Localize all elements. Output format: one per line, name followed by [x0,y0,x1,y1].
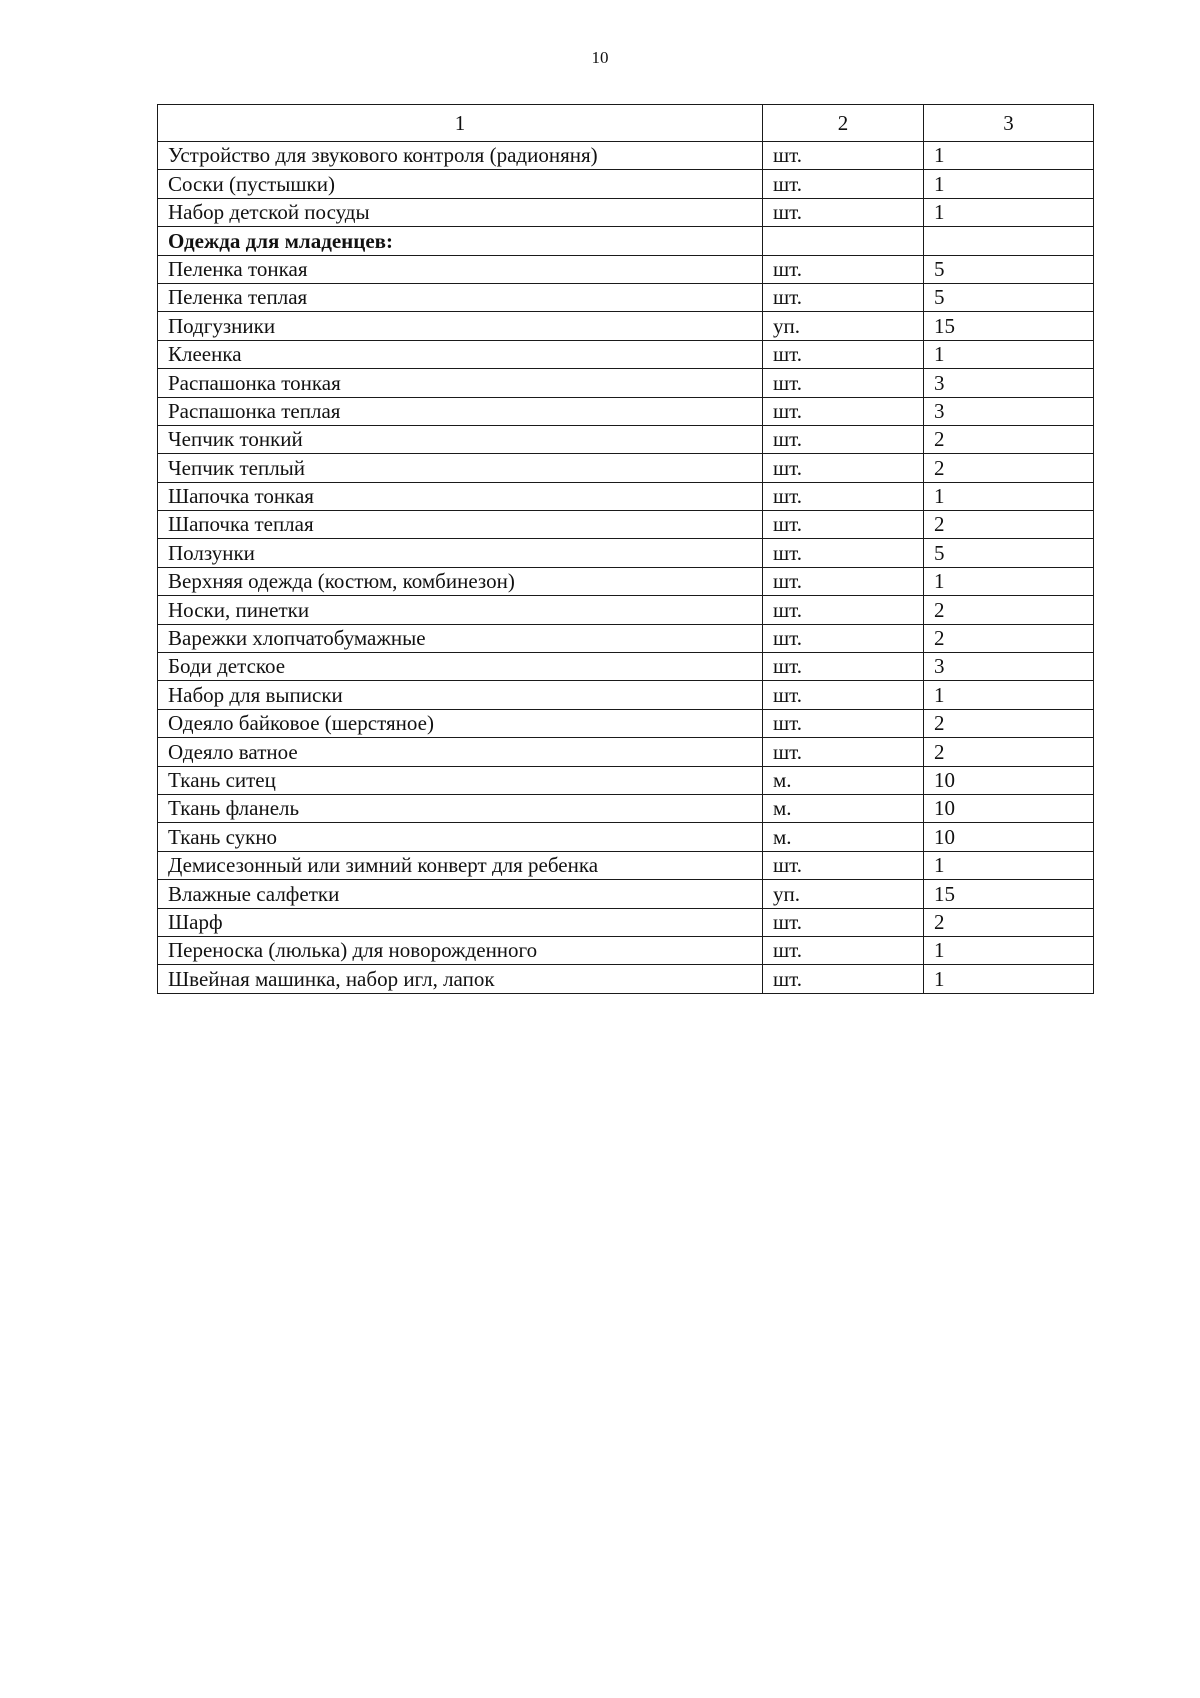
quantity-cell: 1 [924,482,1094,510]
section-row [158,227,1094,255]
quantity-cell: 1 [924,142,1094,170]
unit-cell: м. [763,766,924,794]
unit-cell: шт. [763,255,924,283]
header-col-3: 3 [924,105,1094,142]
quantity-cell: 1 [924,681,1094,709]
unit-cell: м. [763,794,924,822]
quantity-cell: 2 [924,738,1094,766]
quantity-cell [924,227,1094,255]
table-row [158,198,1094,226]
item-name-cell: Одежда для младенцев: [158,227,763,255]
item-name-cell: Верхняя одежда (костюм, комбинезон) [158,567,763,595]
item-name-cell: Влажные салфетки [158,880,763,908]
table-row [158,255,1094,283]
item-name-cell: Чепчик теплый [158,454,763,482]
table-row [158,936,1094,964]
table-row [158,567,1094,595]
unit-cell: шт. [763,738,924,766]
item-name-cell: Варежки хлопчатобумажные [158,624,763,652]
unit-cell: шт. [763,511,924,539]
table-row [158,681,1094,709]
table-row [158,596,1094,624]
quantity-cell: 1 [924,936,1094,964]
quantity-cell: 10 [924,794,1094,822]
unit-cell: шт. [763,851,924,879]
unit-cell: м. [763,823,924,851]
unit-cell: шт. [763,567,924,595]
item-name-cell: Ползунки [158,539,763,567]
item-name-cell: Набор для выписки [158,681,763,709]
unit-cell: шт. [763,454,924,482]
unit-cell [763,227,924,255]
unit-cell: шт. [763,936,924,964]
item-name-cell: Боди детское [158,653,763,681]
table-row [158,142,1094,170]
quantity-cell: 2 [924,511,1094,539]
unit-cell: шт. [763,198,924,226]
unit-cell: шт. [763,653,924,681]
table-row [158,965,1094,993]
table-header [158,105,1094,142]
quantity-cell: 15 [924,312,1094,340]
unit-cell: шт. [763,425,924,453]
table-row [158,539,1094,567]
quantity-cell: 5 [924,255,1094,283]
table-row [158,425,1094,453]
item-name-cell: Ткань сукно [158,823,763,851]
quantity-cell: 1 [924,340,1094,368]
item-name-cell: Носки, пинетки [158,596,763,624]
unit-cell: уп. [763,880,924,908]
unit-cell: уп. [763,312,924,340]
item-name-cell: Распашонка тонкая [158,369,763,397]
items-table [157,104,1094,994]
table-row [158,624,1094,652]
item-name-cell: Переноска (люлька) для новорожденного [158,936,763,964]
quantity-cell: 2 [924,624,1094,652]
unit-cell: шт. [763,482,924,510]
table-row [158,823,1094,851]
quantity-cell: 1 [924,198,1094,226]
quantity-cell: 15 [924,880,1094,908]
item-name-cell: Одеяло ватное [158,738,763,766]
quantity-cell: 2 [924,908,1094,936]
item-name-cell: Соски (пустышки) [158,170,763,198]
unit-cell: шт. [763,397,924,425]
unit-cell: шт. [763,709,924,737]
quantity-cell: 10 [924,766,1094,794]
quantity-cell: 5 [924,283,1094,311]
unit-cell: шт. [763,369,924,397]
table-row [158,653,1094,681]
unit-cell: шт. [763,340,924,368]
quantity-cell: 2 [924,596,1094,624]
table-row [158,851,1094,879]
item-name-cell: Швейная машинка, набор игл, лапок [158,965,763,993]
table-row [158,283,1094,311]
table-row [158,312,1094,340]
item-name-cell: Устройство для звукового контроля (радионяня) [158,142,763,170]
table-row [158,369,1094,397]
quantity-cell: 1 [924,965,1094,993]
quantity-cell: 1 [924,851,1094,879]
quantity-cell: 3 [924,369,1094,397]
table-row [158,766,1094,794]
item-name-cell: Ткань фланель [158,794,763,822]
header-col-2: 2 [763,105,924,142]
unit-cell: шт. [763,596,924,624]
quantity-cell: 1 [924,567,1094,595]
table-row [158,397,1094,425]
item-name-cell: Набор детской посуды [158,198,763,226]
quantity-cell: 5 [924,539,1094,567]
table-row [158,511,1094,539]
quantity-cell: 3 [924,653,1094,681]
item-name-cell: Пеленка тонкая [158,255,763,283]
item-name-cell: Шапочка тонкая [158,482,763,510]
unit-cell: шт. [763,965,924,993]
unit-cell: шт. [763,624,924,652]
item-name-cell: Одеяло байковое (шерстяное) [158,709,763,737]
table-body [158,142,1094,994]
quantity-cell: 1 [924,170,1094,198]
item-name-cell: Ткань ситец [158,766,763,794]
table-row [158,880,1094,908]
quantity-cell: 2 [924,425,1094,453]
item-name-cell: Клеенка [158,340,763,368]
header-col-1: 1 [158,105,763,142]
item-name-cell: Чепчик тонкий [158,425,763,453]
item-name-cell: Демисезонный или зимний конверт для ребенка [158,851,763,879]
quantity-cell: 3 [924,397,1094,425]
quantity-cell: 10 [924,823,1094,851]
item-name-cell: Пеленка теплая [158,283,763,311]
table-row [158,908,1094,936]
unit-cell: шт. [763,681,924,709]
table-row [158,454,1094,482]
unit-cell: шт. [763,539,924,567]
unit-cell: шт. [763,170,924,198]
item-name-cell: Шарф [158,908,763,936]
unit-cell: шт. [763,283,924,311]
item-name-cell: Подгузники [158,312,763,340]
item-name-cell: Шапочка теплая [158,511,763,539]
table-row [158,170,1094,198]
table-row [158,709,1094,737]
quantity-cell: 2 [924,454,1094,482]
header-row [158,105,1094,142]
unit-cell: шт. [763,908,924,936]
table-row [158,738,1094,766]
table-row [158,340,1094,368]
page-number: 10 [591,48,609,67]
table-row [158,794,1094,822]
quantity-cell: 2 [924,709,1094,737]
item-name-cell: Распашонка теплая [158,397,763,425]
table-row [158,482,1094,510]
unit-cell: шт. [763,142,924,170]
